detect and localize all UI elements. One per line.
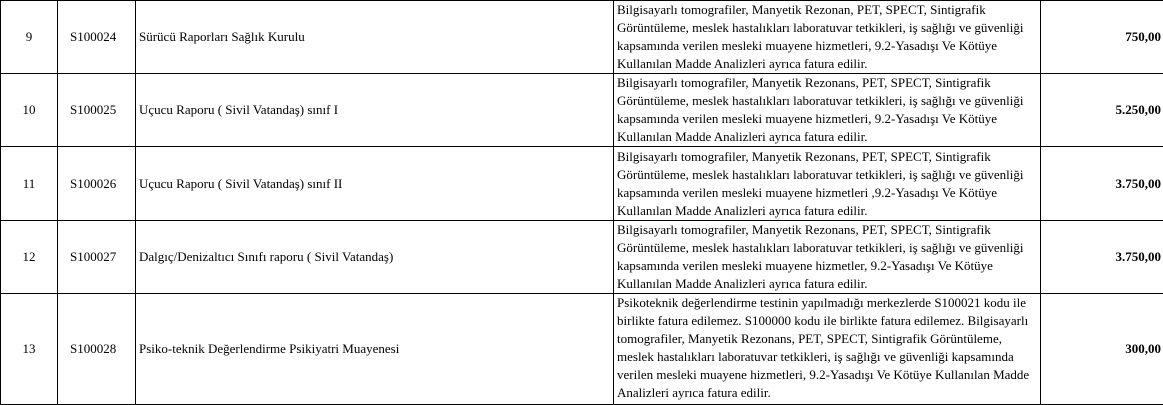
row-number: 9 (1, 1, 58, 74)
service-code: S100024 (58, 1, 136, 74)
service-code: S100028 (58, 294, 136, 405)
service-price: 300,00 (1041, 294, 1163, 405)
service-description: Bilgisayarlı tomografiler, Manyetik Rezonan, PET, SPECT, Sintigrafik Görüntüleme, meslek hastalıkları laboratuvar tetkikleri, iş sağlığı ve güvenliği kapsamında verilen mesleki muayene hizmetleri, 9.2-Yasadışı Ve Kötüye Kullanılan Madde Analizleri ayrıca fatura edilir. (614, 1, 1041, 74)
service-name: Dalgıç/Denizaltıcı Sınıfı raporu ( Sivil Vatandaş) (136, 221, 614, 294)
row-number: 11 (1, 147, 58, 221)
service-code: S100025 (58, 74, 136, 147)
service-price: 3.750,00 (1041, 221, 1163, 294)
table-row (1, 147, 1163, 221)
service-description: Bilgisayarlı tomografiler, Manyetik Rezonans, PET, SPECT, Sintigrafik Görüntüleme, meslek hastalıkları laboratuvar tetkikleri, iş sağlığı ve güvenliği kapsamında verilen mesleki muayene hizmetler, 9.2-Yasadışı Ve Kötüye Kullanılan Madde Analizleri ayrıca fatura edilir. (614, 221, 1041, 294)
table-row (1, 1, 1163, 74)
service-description: Bilgisayarlı tomografiler, Manyetik Rezonans, PET, SPECT, Sintigrafik Görüntüleme, meslek hastalıkları laboratuvar tetkikleri, iş sağlığı ve güvenliği kapsamında verilen mesleki muayene hizmetleri, 9.2-Yasadışı Ve Kötüye Kullanılan Madde Analizleri ayrıca fatura edilir. (614, 74, 1041, 147)
service-code: S100026 (58, 147, 136, 221)
row-number: 10 (1, 74, 58, 147)
service-name: Psiko-teknik Değerlendirme Psikiyatri Muayenesi (136, 294, 614, 405)
service-name: Sürücü Raporları Sağlık Kurulu (136, 1, 614, 74)
service-price: 750,00 (1041, 1, 1163, 74)
service-code: S100027 (58, 221, 136, 294)
table-row (1, 294, 1163, 405)
service-price: 3.750,00 (1041, 147, 1163, 221)
service-name: Uçucu Raporu ( Sivil Vatandaş) sınıf II (136, 147, 614, 221)
service-price: 5.250,00 (1041, 74, 1163, 147)
service-description: Psikoteknik değerlendirme testinin yapılmadığı merkezlerde S100021 kodu ile birlikte fatura edilemez. S100000 kodu ile birlikte fatura edilemez. Bilgisayarlı tomografiler, Manyetik Rezonans, PET, SPECT, Sintigrafik Görüntüleme, meslek hastalıkları laboratuvar tetkikleri, iş sağlığı ve güvenliği kapsamında verilen mesleki muayene hizmetleri, 9.2-Yasadışı Ve Kötüye Kullanılan Madde Analizleri ayrıca fatura edilir. (614, 294, 1041, 405)
row-number: 13 (1, 294, 58, 405)
table-row (1, 221, 1163, 294)
service-description: Bilgisayarlı tomografiler, Manyetik Rezonans, PET, SPECT, Sintigrafik Görüntüleme, meslek hastalıkları laboratuvar tetkikleri, iş sağlığı ve güvenliği kapsamında verilen mesleki muayene hizmetleri ,9.2-Yasadışı Ve Kötüye Kullanılan Madde Analizleri ayrıca fatura edilir. (614, 147, 1041, 221)
row-number: 12 (1, 221, 58, 294)
service-name: Uçucu Raporu ( Sivil Vatandaş) sınıf I (136, 74, 614, 147)
table-row (1, 74, 1163, 147)
